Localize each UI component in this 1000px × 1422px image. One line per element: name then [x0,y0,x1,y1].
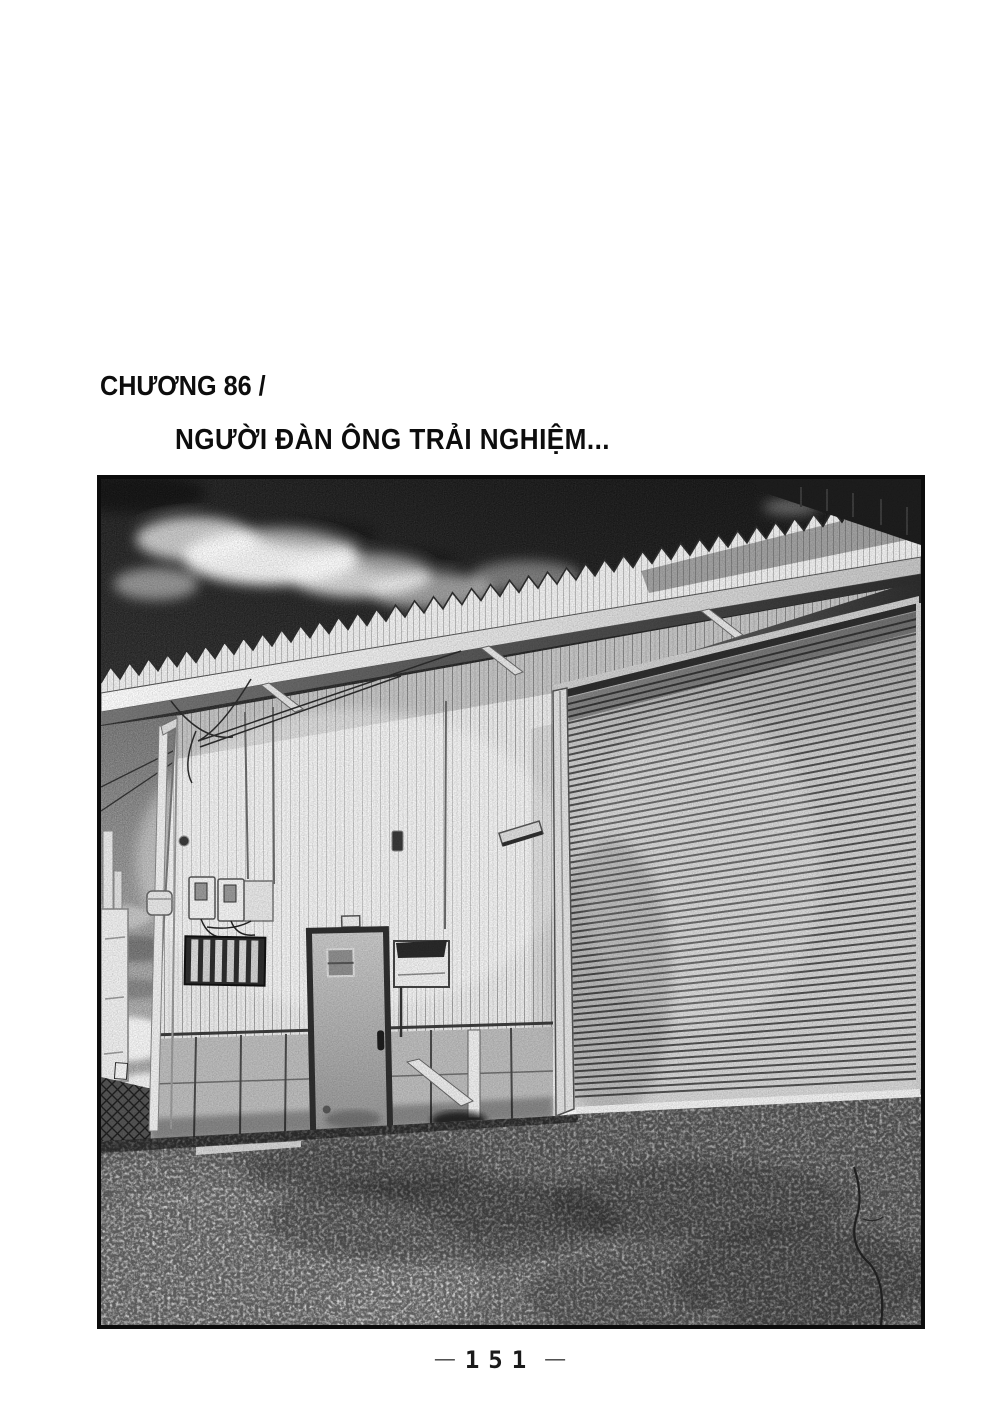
page-footer [0,1346,1000,1374]
panel-frame [97,475,925,1329]
chapter-title: NGƯỜI ĐÀN ÔNG TRẢI NGHIỆM... [175,424,610,456]
print-grain-overlay [101,479,921,1325]
chapter-label: CHƯƠNG 86 / [100,370,266,401]
warehouse-illustration [101,479,921,1325]
page-number-dash: — [434,1348,455,1370]
page-number-dash: — [545,1348,566,1370]
page-number: 151 [464,1346,536,1374]
